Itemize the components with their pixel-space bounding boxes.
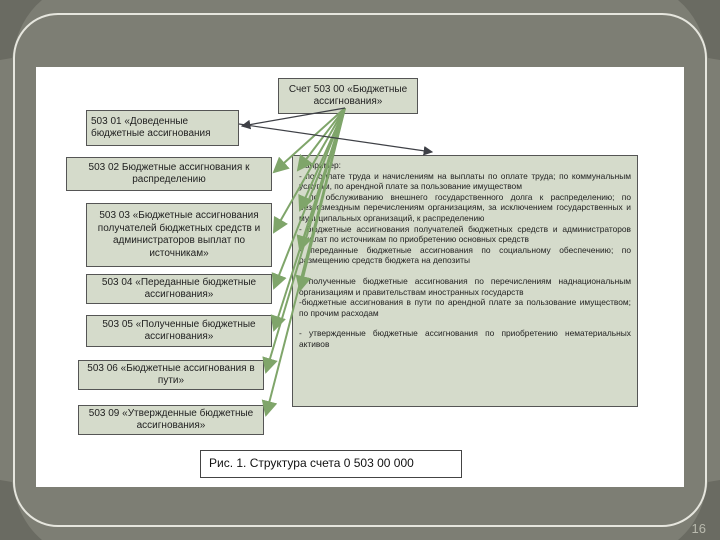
example-item: -бюджетные ассигнования в пути по арендной плате за пользование имуществом; по прочим расходам <box>299 297 631 318</box>
account-label: 503 09 «Утвержденные бюджетные ассигнования» <box>88 407 254 431</box>
example-item: - переданные бюджетные ассигнования по социальному обеспечению; по размещению средств бюджета на депозиты <box>299 244 631 266</box>
title-box <box>278 78 418 114</box>
account-box-503-09 <box>78 405 264 435</box>
account-label: 503 02 Бюджетные ассигнования к распределению <box>88 161 250 185</box>
account-box-503-05 <box>86 315 272 347</box>
examples-panel <box>292 155 638 407</box>
account-box-503-01 <box>86 110 239 146</box>
example-item: - утвержденные бюджетные ассигнования по приобретению нематериальных активов <box>299 328 631 349</box>
example-item: - по оплате труда и начислениям на выплаты по оплате труда; по коммунальным услугам, по арендной плате за пользование имуществом <box>299 170 631 192</box>
example-item: - бюджетные ассигнования получателей бюджетных средств и администраторов выплат по источникам по приобретению основных средств <box>299 223 631 245</box>
account-box-503-06 <box>78 360 264 390</box>
account-box-503-04 <box>86 274 272 304</box>
example-item: - полученные бюджетные ассигнования по перечислениям наднациональным организациям и правительствам иностранных государств <box>299 275 631 297</box>
account-label: 503 04 «Переданные бюджетные ассигнования» <box>101 276 257 300</box>
account-label: 503 03 «Бюджетные ассигнования получателей бюджетных средств и администраторов выплат по источникам» <box>97 210 261 259</box>
page-number: 16 <box>691 521 706 536</box>
account-label: 503 01 «Доведенные бюджетные ассигнования <box>91 115 211 139</box>
examples-heading: Например: <box>299 160 341 170</box>
account-box-503-02 <box>66 157 272 191</box>
example-item: - по обслуживанию внешнего государственного долга к распределению; по безвозмездным перечислениям организациям, за исключением государственных и муниципальных организаций, к распределению <box>299 191 631 223</box>
account-label: 503 05 «Полученные бюджетные ассигнования» <box>102 318 256 342</box>
account-box-503-03 <box>86 203 272 267</box>
account-label: 503 06 «Бюджетные ассигнования в пути» <box>87 362 255 386</box>
figure-caption: Рис. 1. Структура счета 0 503 00 000 <box>200 450 462 478</box>
title-box-text: Счет 503 00 «Бюджетные ассигнования» <box>288 83 408 107</box>
